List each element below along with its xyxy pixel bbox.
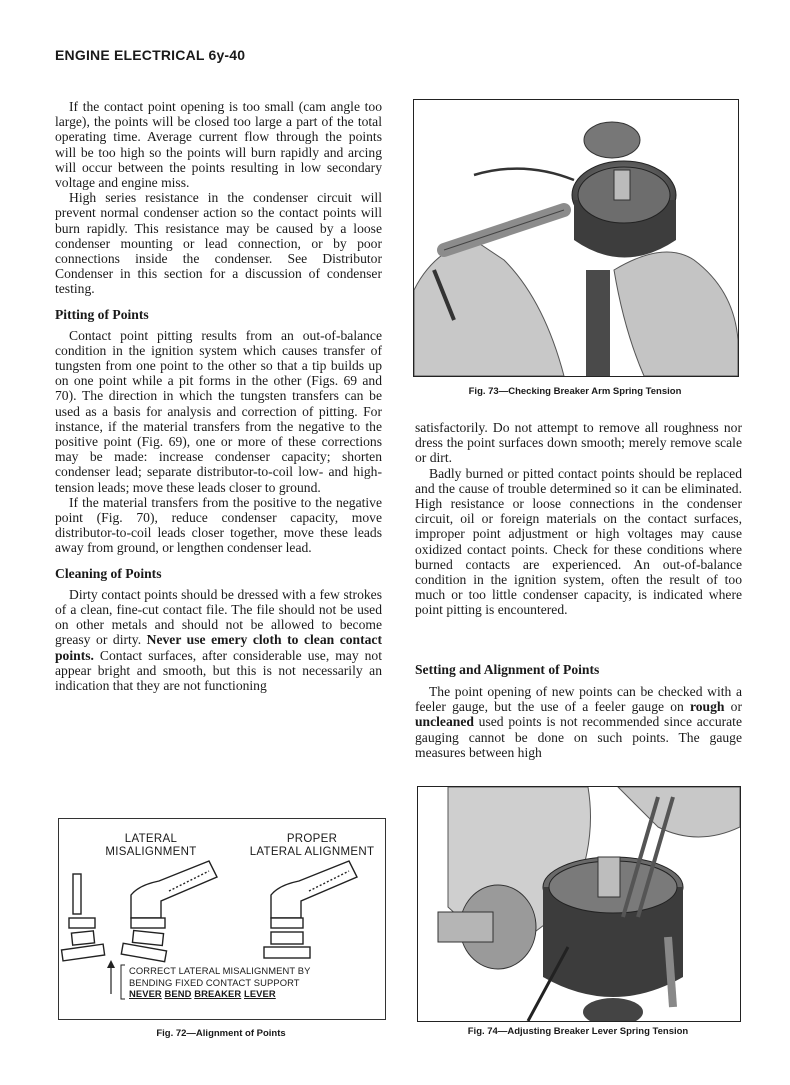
running-head: ENGINE ELECTRICAL 6y-40 bbox=[55, 47, 246, 63]
left-column bbox=[55, 99, 382, 693]
heading-cleaning-of-points: Cleaning of Points bbox=[55, 565, 162, 581]
arrow-head-icon bbox=[107, 960, 115, 968]
point-opening-text-c: used points is not recommended since accurate gauging cannot be done on such points. The gauge measures between high bbox=[415, 714, 742, 760]
right-column-upper bbox=[415, 420, 742, 618]
misaligned-side-view bbox=[62, 874, 105, 961]
cleaning-text-a: Dirty contact points should be dressed with a few strokes of a clean, fine-cut contact file. The file should not be used on other metals and should not be allowed to become greasy or dirty. bbox=[55, 586, 382, 648]
paragraph-cleaning bbox=[55, 587, 382, 693]
paragraph-satisfactorily: satisfactorily. Do not attempt to remove all roughness nor dress the point surfaces down smooth; merely remove scale or dirt. bbox=[415, 420, 742, 466]
label-right-line2: LATERAL ALIGNMENT bbox=[249, 846, 375, 858]
distributor-spring-scale-illustration bbox=[414, 100, 738, 376]
emery-cloth-warning: Never use emery cloth to clean contact points. bbox=[55, 632, 382, 663]
point-opening-text-b: or bbox=[724, 699, 742, 715]
label-left-line1: LATERAL bbox=[124, 833, 178, 845]
note-word-breaker: BREAKER bbox=[194, 988, 242, 999]
aligned-lever-view bbox=[264, 861, 357, 958]
figure-72-caption: Fig. 72—Alignment of Points bbox=[156, 1028, 286, 1039]
paragraph-series-resistance: High series resistance in the condenser circuit will prevent normal condenser action so the contact points will burn rapidly. This resistance may be caused by a loose condenser mounting or lead connection, or by poor connections inside the condenser. See Distributor Condenser in this section for a discussion of condenser testing. bbox=[55, 190, 382, 297]
note-word-bend: BEND bbox=[164, 988, 192, 999]
figure-73-photo bbox=[413, 99, 739, 377]
note-word-never: NEVER bbox=[129, 988, 162, 999]
alignment-note bbox=[129, 965, 310, 1000]
note-line3 bbox=[129, 988, 310, 1000]
figure-74-photo bbox=[417, 786, 741, 1022]
heading-pitting-of-points: Pitting of Points bbox=[55, 306, 149, 322]
figure-72-diagram bbox=[58, 818, 386, 1020]
cleaning-text-b: Contact surfaces, after considerable use, may not appear bright and smooth, but this is not necessarily an indication that they are not functioning bbox=[55, 647, 382, 693]
paragraph-positive-to-negative: If the material transfers from the positive to the negative point (Fig. 70), reduce condenser capacity, move distributor-to-coil leads closer together, move these leads away from ground, or lengthen condenser lead. bbox=[55, 494, 382, 556]
label-left-line2: MISALIGNMENT bbox=[105, 846, 197, 858]
distributor-pliers-illustration bbox=[418, 787, 740, 1021]
rough-emphasis: rough bbox=[689, 699, 725, 715]
misaligned-lever-view bbox=[121, 861, 217, 962]
right-column-lower bbox=[415, 662, 742, 760]
uncleaned-emphasis: uncleaned bbox=[415, 714, 474, 730]
paragraph-pitting: Contact point pitting results from an out-of-balance condition in the ignition system which causes transfer of tungsten from one point to the other so that a tip builds up on one point while a pit forms in the other (Figs. 69 and 70). The direction in which the tungsten transfers can be used as a basis for analysis and correction of pitting. For instance, if the material transfers from the negative to the positive point (Fig. 69), one or more of these corrections may be made: increase condenser capacity; shorten condenser lead; separate distributor-to-coil low- and high-tension leads; move these leads closer to ground. bbox=[55, 327, 382, 495]
point-opening-text-a: The point opening of new points can be checked with a feeler gauge, but the use of a feeler gauge on bbox=[415, 684, 742, 715]
note-word-lever: LEVER bbox=[244, 988, 276, 999]
paragraph-badly-burned: Badly burned or pitted contact points should be replaced and the cause of trouble determined so it can be eliminated. High resistance or loose connections in the condenser circuit, oil or foreign materials on the contact surfaces, improper point adjustment or high voltages may cause oxidized contact points. Check for these conditions where burned contacts are experienced. An out-of-balance condition in the ignition system, often the result of too much or too little condenser capacity, is indicated where point pitting is encountered. bbox=[415, 465, 742, 618]
figure-74-caption: Fig. 74—Adjusting Breaker Lever Spring Tension bbox=[467, 1026, 689, 1037]
label-right-line1: PROPER bbox=[286, 833, 338, 845]
heading-setting-and-alignment: Setting and Alignment of Points bbox=[415, 662, 600, 677]
paragraph-cam-angle: If the contact point opening is too small (cam angle too large), the points will be closed too large a part of the total operating time. Average current flow through the points will be too high so the points will burn rapidly and arcing will occur between the points resulting in low secondary voltage and engine miss. bbox=[55, 99, 382, 191]
note-line2: BENDING FIXED CONTACT SUPPORT bbox=[129, 976, 300, 988]
paragraph-point-opening bbox=[415, 684, 742, 760]
note-line1: CORRECT LATERAL MISALIGNMENT BY bbox=[129, 965, 311, 976]
figure-73-caption: Fig. 73—Checking Breaker Arm Spring Tension bbox=[468, 386, 682, 397]
